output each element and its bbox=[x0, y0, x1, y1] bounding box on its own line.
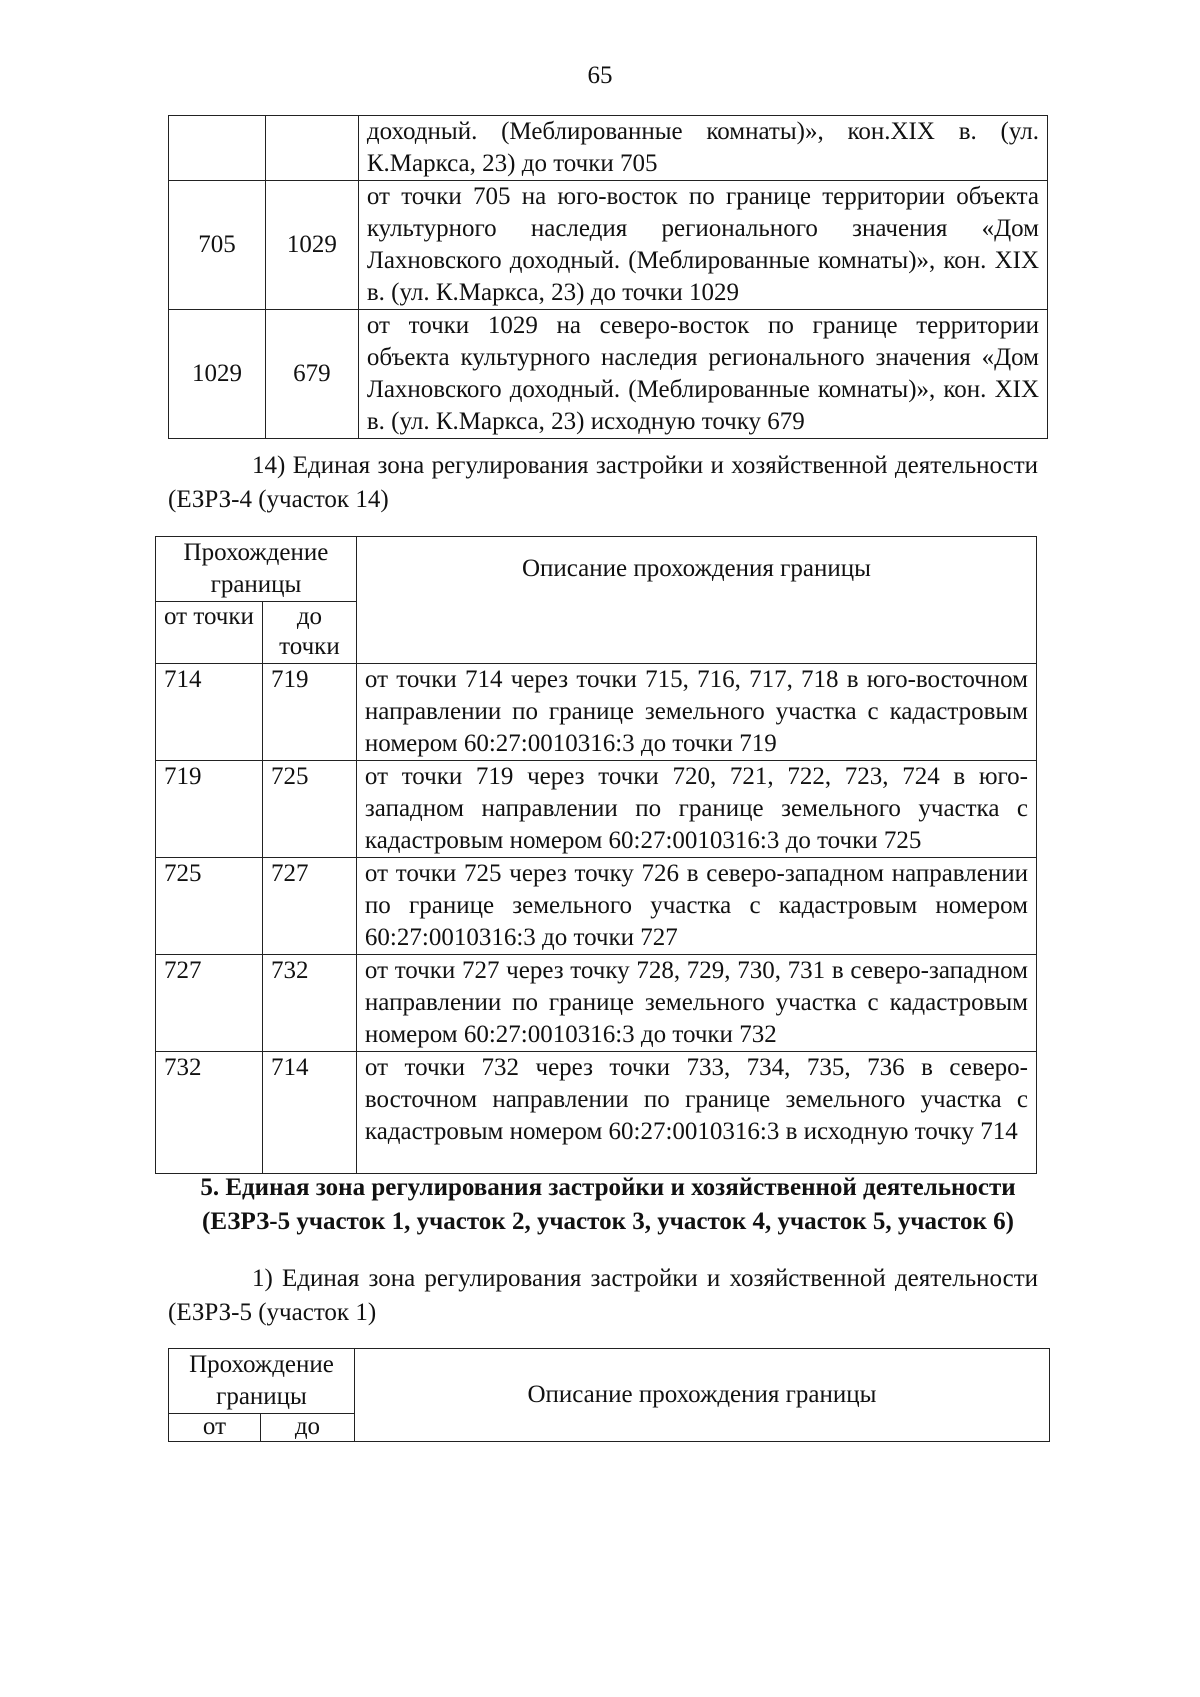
from-point-cell: 1029 bbox=[169, 310, 266, 439]
table-header-row bbox=[156, 537, 1037, 602]
description-cell: от точки 1029 на северо-восток по границе территории объекта культурного наследия регионального значения «Дом Лахновского доходный. (Меблированные комнаты)», кон. XIX в. (ул. К.Маркса, 23) исходную точку 679 bbox=[358, 310, 1047, 439]
table-row bbox=[169, 310, 1048, 439]
description-cell: от точки 732 через точки 733, 734, 735, 736 в северо-восточном направлении по границе земельного участка с кадастровым номером 60:27:0010316:3 в исходную точку 714 bbox=[356, 1052, 1036, 1174]
table-header-row bbox=[169, 1349, 1050, 1414]
to-point-cell bbox=[265, 116, 358, 181]
to-point-cell: 732 bbox=[262, 955, 356, 1052]
to-header: до bbox=[260, 1414, 354, 1442]
description-cell: от точки 719 через точки 720, 721, 722, 723, 724 в юго-западном направлении по границе земельного участка с кадастровым номером 60:27:0010316:3 до точки 725 bbox=[356, 761, 1036, 858]
from-point-cell bbox=[169, 116, 266, 181]
from-point-cell: 727 bbox=[156, 955, 263, 1052]
description-cell: от точки 725 через точку 726 в северо-западном направлении по границе земельного участка с кадастровым номером 60:27:0010316:3 до точки 727 bbox=[356, 858, 1036, 955]
table-row bbox=[169, 181, 1048, 310]
description-cell: доходный. (Меблированные комнаты)», кон.XIX в. (ул. К.Маркса, 23) до точки 705 bbox=[358, 116, 1047, 181]
description-header: Описание прохождения границы bbox=[354, 1349, 1049, 1442]
table-row bbox=[169, 116, 1048, 181]
boundary-table-ezrz4 bbox=[155, 536, 1037, 1174]
section-5-title: 5. Единая зона регулирования застройки и хозяйственной деятельности (ЕЗРЗ-5 участок 1, участок 2, участок 3, участок 4, участок 5, участок 6) bbox=[200, 1174, 1016, 1235]
to-point-cell: 719 bbox=[262, 664, 356, 761]
passage-header: Прохождение границы bbox=[156, 537, 357, 602]
from-header: от bbox=[169, 1414, 261, 1442]
table-row bbox=[156, 1052, 1037, 1174]
boundary-table-ezrz5 bbox=[168, 1348, 1050, 1442]
to-point-cell: 725 bbox=[262, 761, 356, 858]
to-point-cell: 714 bbox=[262, 1052, 356, 1174]
table-row bbox=[156, 858, 1037, 955]
from-point-cell: 725 bbox=[156, 858, 263, 955]
to-point-cell: 679 bbox=[265, 310, 358, 439]
paragraph-ezrz4-14: 14) Единая зона регулирования застройки и хозяйственной деятельности (ЕЗРЗ-4 (участок 14) bbox=[168, 452, 1038, 513]
description-cell: от точки 705 на юго-восток по границе территории объекта культурного наследия регионального значения «Дом Лахновского доходный. (Меблированные комнаты)», кон. XIX в. (ул. К.Маркса, 23) до точки 1029 bbox=[358, 181, 1047, 310]
passage-header: Прохождение границы bbox=[169, 1349, 355, 1414]
from-point-cell: 705 bbox=[169, 181, 266, 310]
description-header: Описание прохождения границы bbox=[356, 537, 1036, 664]
table-row bbox=[156, 664, 1037, 761]
from-point-cell: 719 bbox=[156, 761, 263, 858]
from-point-cell: 714 bbox=[156, 664, 263, 761]
to-header: до точки bbox=[262, 602, 356, 664]
to-point-cell: 727 bbox=[262, 858, 356, 955]
page-number: 65 bbox=[587, 62, 613, 89]
paragraph-ezrz5-1: 1) Единая зона регулирования застройки и хозяйственной деятельности (ЕЗРЗ-5 (участок 1) bbox=[168, 1265, 1038, 1326]
description-cell: от точки 727 через точку 728, 729, 730, 731 в северо-западном направлении по границе земельного участка с кадастровым номером 60:27:0010316:3 до точки 732 bbox=[356, 955, 1036, 1052]
to-point-cell: 1029 bbox=[265, 181, 358, 310]
boundary-table-continued bbox=[168, 115, 1048, 439]
from-header: от точки bbox=[156, 602, 263, 664]
table-row bbox=[156, 955, 1037, 1052]
description-cell: от точки 714 через точки 715, 716, 717, 718 в юго-восточном направлении по границе земельного участка с кадастровым номером 60:27:0010316:3 до точки 719 bbox=[356, 664, 1036, 761]
from-point-cell: 732 bbox=[156, 1052, 263, 1174]
table-row bbox=[156, 761, 1037, 858]
